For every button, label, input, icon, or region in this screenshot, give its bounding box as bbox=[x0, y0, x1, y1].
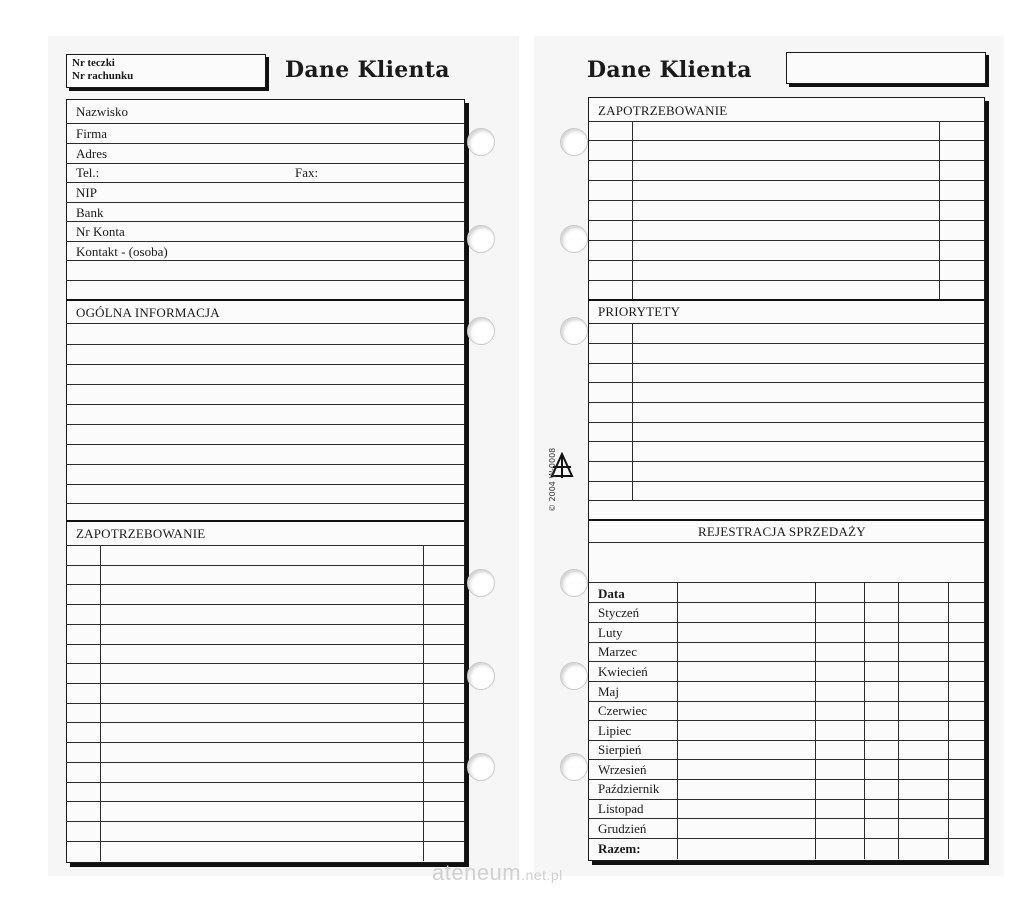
binder-hole bbox=[467, 317, 495, 345]
watermark bbox=[432, 860, 563, 886]
binder-hole bbox=[467, 128, 495, 156]
right-id-box bbox=[786, 52, 986, 84]
month-label: Maj bbox=[598, 684, 619, 699]
left-form-frame bbox=[66, 99, 465, 863]
month-label: Styczeń bbox=[598, 605, 640, 620]
binder-hole bbox=[560, 753, 588, 781]
binder-hole bbox=[467, 753, 495, 781]
contact-label: Kontakt - (osoba) bbox=[76, 244, 168, 259]
phone-label: Tel.: bbox=[76, 165, 100, 180]
account-number-label: Nr rachunku bbox=[72, 70, 134, 82]
binder-hole bbox=[560, 128, 588, 156]
fax-label: Fax: bbox=[295, 165, 319, 180]
company-label: Firma bbox=[76, 126, 108, 141]
nip-label: NIP bbox=[76, 185, 97, 200]
surname-label: Nazwisko bbox=[76, 104, 128, 119]
watermark-suffix: .net.pl bbox=[521, 867, 563, 883]
binder-hole bbox=[467, 225, 495, 253]
month-label: Marzec bbox=[598, 644, 637, 659]
month-label: Luty bbox=[598, 625, 623, 640]
bank-label: Bank bbox=[76, 205, 104, 220]
address-label: Adres bbox=[76, 146, 108, 161]
account-label: Nr Konta bbox=[76, 224, 125, 239]
page-title-right: Dane Klienta bbox=[587, 57, 752, 83]
date-column-header: Data bbox=[598, 586, 625, 601]
general-info-heading: OGÓLNA INFORMACJA bbox=[76, 305, 220, 320]
month-label: Kwiecień bbox=[598, 664, 648, 679]
month-label: Sierpień bbox=[598, 742, 642, 757]
needs-heading-left: ZAPOTRZEBOWANIE bbox=[76, 526, 206, 541]
page-title-left: Dane Klienta bbox=[285, 57, 450, 83]
binder-hole bbox=[467, 662, 495, 690]
binder-hole bbox=[560, 569, 588, 597]
month-label: Lipiec bbox=[598, 723, 632, 738]
needs-heading-right: ZAPOTRZEBOWANIE bbox=[598, 103, 728, 118]
month-label: Październik bbox=[598, 781, 660, 796]
watermark-main: ateneum bbox=[432, 860, 522, 885]
binder-hole bbox=[560, 662, 588, 690]
priorities-heading: PRIORYTETY bbox=[598, 304, 681, 319]
total-label: Razem: bbox=[598, 841, 641, 856]
binder-hole bbox=[560, 317, 588, 345]
binder-hole bbox=[467, 569, 495, 597]
right-form-frame bbox=[588, 97, 985, 861]
binder-hole bbox=[560, 225, 588, 253]
month-label: Czerwiec bbox=[598, 703, 648, 718]
copyright-text: © 2004 W-0008 bbox=[548, 447, 557, 512]
sales-registration-heading: REJESTRACJA SPRZEDAŻY bbox=[698, 524, 866, 539]
file-number-label: Nr teczki bbox=[72, 57, 115, 69]
month-label: Listopad bbox=[598, 801, 644, 816]
month-label: Wrzesień bbox=[598, 762, 647, 777]
month-label: Grudzień bbox=[598, 821, 647, 836]
